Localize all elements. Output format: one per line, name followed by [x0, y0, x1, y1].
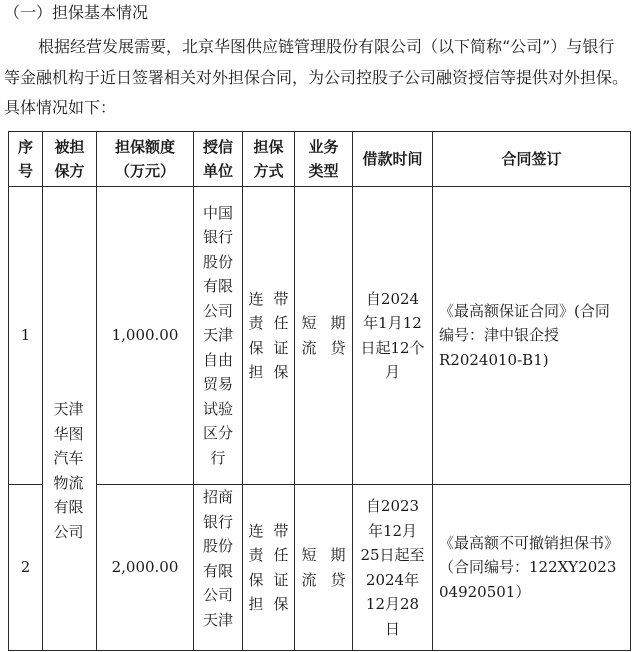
intro-paragraph: [4, 32, 630, 124]
guaranteed-party-cell: [43, 187, 97, 651]
header-business: 业务类型: [295, 132, 353, 187]
row-credit-unit: 招商银行股份有限公司天津: [194, 485, 243, 651]
row-method: 连带责任保证担保: [243, 485, 295, 651]
header-contract: 合同签订: [433, 132, 631, 187]
row-term: 自2024年1月12日起12个月: [353, 187, 433, 485]
row-business: 短期流贷: [295, 187, 353, 485]
row-amount: 1,000.00: [97, 187, 194, 485]
row-seq: 2: [9, 485, 43, 651]
header-term: 借款时间: [353, 132, 433, 187]
intro-text: 根据经营发展需要，北京华图供应链管理股份有限公司（以下简称“公司”）与银行等金融机构于近日签署相关对外担保合同，为公司控股子公司融资授信等提供对外担保。具体情况如下：: [4, 37, 629, 117]
row-seq: 1: [9, 187, 43, 485]
row-credit-unit: 中国银行股份有限公司天津自由贸易试验区分行: [194, 187, 243, 485]
row-method: 连带责任保证担保: [243, 187, 295, 485]
row-contract: 《最高额保证合同》(合同编号：津中银企授R2024010-B1): [433, 187, 631, 485]
header-credit-unit: 授信单位: [194, 132, 243, 187]
row-term: 自2023年12月25日起至2024年12月28日: [353, 485, 433, 651]
section-heading: （一）担保基本情况: [4, 3, 149, 22]
header-guaranteed: 被担保方: [43, 132, 97, 187]
header-seq: 序号: [9, 132, 43, 187]
row-business: 短期流贷: [295, 485, 353, 651]
header-amount: 担保额度（万元）: [97, 132, 194, 187]
guaranteed-party: 天津华图汽车物流有限公司: [53, 400, 84, 541]
header-method: 担保方式: [243, 132, 295, 187]
row-amount: 2,000.00: [97, 485, 194, 651]
table-header-row: [9, 132, 631, 187]
table-row: [9, 187, 631, 485]
row-contract: 《最高额不可撤销担保书》（合同编号：122XY202304920501）: [433, 485, 631, 651]
table-row: [9, 485, 631, 651]
guarantee-table: [8, 131, 631, 651]
